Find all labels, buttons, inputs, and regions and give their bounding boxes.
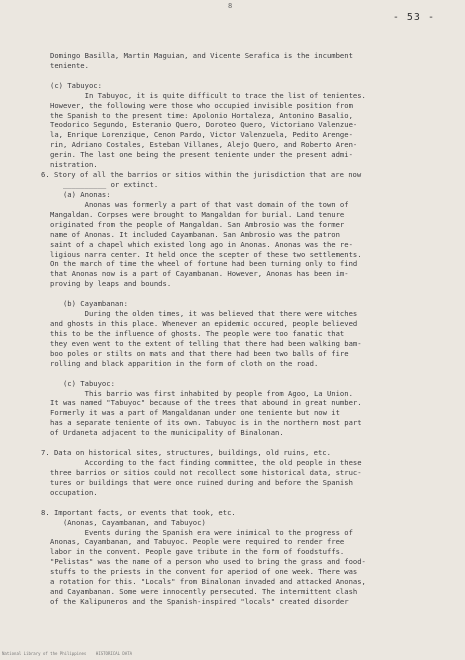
text-line: and ghosts in this place. Whenever an epidemic occured, people believed (50, 319, 358, 329)
text-line: Teodorico Segundo, Esteranio Quero, Doroteo Quero, Victoriano Valenzue- (50, 120, 358, 130)
text-line: originated from the people of Mangaldan. San Ambrosio was the former (50, 219, 345, 229)
footer-text: National Library of the Philippines HISTORICAL DATA (2, 651, 133, 656)
text-line: gerin. The last one being the present teniente under the present admi- (50, 150, 353, 160)
text-line: This barrio was first inhabited by people from Agoo, La Union. (50, 388, 353, 398)
text-line: "Pelistas" was the name of a person who used to bring the grass and food- (50, 557, 366, 567)
text-line: occupation. (50, 487, 98, 497)
text-line: proving by leaps and bounds. (50, 279, 172, 289)
text-line: Anonas, Cayambanan, and Tabuyoc. People were required to render free (50, 537, 345, 547)
text-line: During the olden times, it was believed that there were witches (50, 309, 358, 319)
text-line: On the march of time the wheel of fortune had been turning only to find (50, 259, 358, 269)
text-line: __________ or extinct. (50, 180, 159, 190)
text-line: three barrios or sitios could not recollect some historical data, struc- (50, 467, 362, 477)
page-number: - 53 - (392, 12, 435, 23)
text-line: (c) Tabuyoc: (50, 378, 115, 388)
text-line: (Anonas, Cayambanan, and Tabuyoc) (50, 517, 206, 527)
text-line: this to be the influence of ghosts. The people were too fanatic that (50, 328, 345, 338)
text-line: teniente. (50, 60, 89, 70)
text-line: 6. Story of all the barrios or sitios within the jurisdiction that are now (41, 170, 362, 180)
text-line: labor in the convent. People gave tribute in the form of foodstuffs. (50, 547, 345, 557)
text-line: ligious narra center. It held once the scepter of these two settlements. (50, 249, 362, 259)
text-line: According to the fact finding committee, the old people in these (50, 458, 362, 468)
text-line: of the Kalipuneros and the Spanish-inspired "locals" created disorder (50, 597, 349, 606)
text-line: has a separate teniente of its own. Tabuyoc is in the northern most part (50, 418, 362, 428)
text-line: stuffs to the priests in the convent for aperiod of one week. There was (50, 567, 358, 577)
text-line: a rotation for this. "Locals" from Binalonan invaded and attacked Anonas, (50, 577, 366, 587)
text-line: Formerly it was a part of Mangaldanan under one teniente but now it (50, 408, 340, 418)
text-line: (c) Tabuyoc: (50, 80, 102, 90)
text-line: 7. Data on historical sites, structures, buildings, old ruins, etc. (41, 448, 331, 458)
text-line: In Tabuyoc, it is quite difficult to trace the list of tenientes. (50, 90, 366, 100)
text-line: nistration. (50, 160, 98, 170)
text-line: Domingo Basilla, Martin Maguian, and Vicente Serafica is the incumbent (50, 51, 353, 60)
text-line: that Anonas now is a part of Cayambanan. However, Anonas has been im- (50, 269, 349, 279)
text-line: 8. Important facts, or events that took, etc. (41, 507, 236, 517)
text-line: boo poles or stilts on mats and that there had been two balls of fire (50, 348, 349, 358)
text-line: It was named "Tabuyoc" because of the trees that abound in great number. (50, 398, 362, 408)
top-mark: 8 (228, 2, 233, 10)
text-line: and Cayambanan. Some were innocently persecuted. The intermittent clash (50, 587, 358, 597)
text-line: tures or buildings that were once ruined during and before the Spanish (50, 477, 353, 487)
text-line: of Urdaneta adjacent to the municipality of Binalonan. (50, 428, 284, 438)
text-line: they even went to the extent of telling that there had been walking bam- (50, 338, 362, 348)
text-line: (a) Anonas: (50, 189, 111, 199)
text-line: Events during the Spanish era were inimical to the progress of (50, 527, 353, 537)
text-line: rin, Adriano Costales, Esteban Villanes, Alejo Quero, and Roberto Aren- (50, 140, 358, 150)
text-line: Mangaldan. Corpses were brought to Mangaldan for burial. Land tenure (50, 209, 345, 219)
text-line: la, Enrique Lorenzique, Cenon Pardo, Victor Valenzuela, Pedito Arenge- (50, 130, 353, 140)
text-line: However, the following were those who occupied invisible position from (50, 100, 353, 110)
text-line: Anonas was formerly a part of that vast domain of the town of (50, 199, 349, 209)
text-line: name of Anonas. It included Cayambanan. San Ambrosio was the patron (50, 229, 340, 239)
text-line: rolling and black apparition in the form of cloth on the road. (50, 358, 319, 368)
text-line: (b) Cayambanan: (50, 299, 128, 309)
text-line: saint of a chapel which existed long ago in Anonas. Anonas was the re- (50, 239, 353, 249)
text-line: the Spanish to the present time: Apolonio Hortaleza, Antonino Basalio, (50, 110, 353, 120)
